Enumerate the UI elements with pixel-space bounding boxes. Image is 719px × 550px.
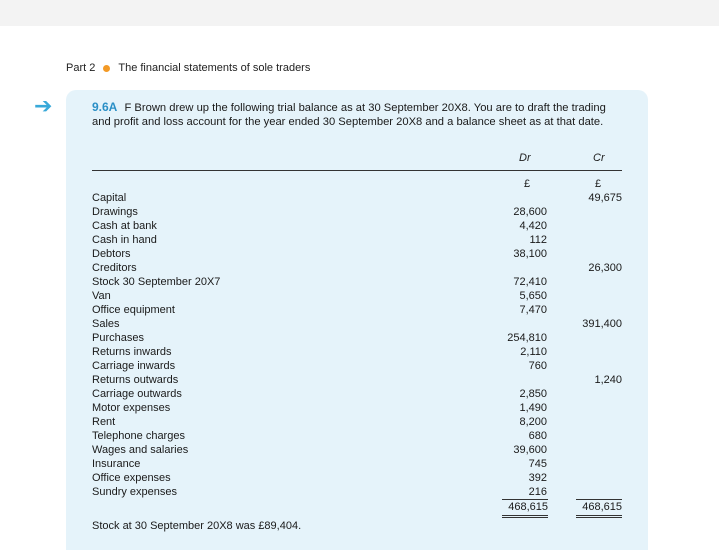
debit-amount: 5,650	[519, 290, 547, 302]
top-band	[0, 0, 719, 26]
credit-amount: 1,240	[594, 374, 622, 386]
account-name: Returns inwards	[92, 346, 172, 358]
account-name: Drawings	[92, 206, 138, 218]
closing-stock-note: Stock at 30 September 20X8 was £89,404.	[92, 520, 302, 532]
account-name: Rent	[92, 416, 116, 428]
right-arrow-icon: ➔	[34, 93, 53, 118]
dr-column-header: Dr	[519, 152, 531, 164]
table-row	[92, 233, 622, 247]
credit-amount: 26,300	[588, 262, 622, 274]
account-name: Returns outwards	[92, 374, 179, 386]
debit-amount: 39,600	[513, 444, 547, 456]
account-name: Sundry expenses	[92, 486, 177, 498]
table-row	[92, 261, 622, 275]
debit-amount: 28,600	[513, 206, 547, 218]
dr-total: 468,615	[502, 499, 548, 518]
debit-amount: 38,100	[513, 248, 547, 260]
debit-amount: 680	[528, 430, 547, 442]
problem-text: F Brown drew up the following trial balance as at 30 September 20X8. You are to draft the trading and profit and loss account for the year ended 30 September 20X8 and a balance sheet as at that date.	[92, 102, 606, 128]
table-row	[92, 331, 622, 345]
table-row	[92, 191, 622, 205]
account-name: Carriage inwards	[92, 360, 176, 372]
bullet-dot-icon	[103, 65, 110, 72]
account-name: Carriage outwards	[92, 388, 182, 400]
account-name: Purchases	[92, 332, 144, 344]
account-name: Capital	[92, 192, 127, 204]
account-name: Wages and salaries	[92, 444, 189, 456]
account-name: Office expenses	[92, 472, 171, 484]
table-row	[92, 205, 622, 219]
account-name: Cash at bank	[92, 220, 157, 232]
debit-amount: 2,110	[520, 346, 547, 358]
table-row	[92, 219, 622, 233]
dr-currency: £	[524, 178, 531, 190]
debit-amount: 7,470	[519, 304, 547, 316]
account-name: Telephone charges	[92, 430, 185, 442]
table-row	[92, 289, 622, 303]
cr-column-header: Cr	[593, 152, 605, 164]
account-name: Sales	[92, 318, 120, 330]
cr-total: 468,615	[576, 499, 622, 518]
trial-balance-table	[92, 191, 622, 499]
debit-amount: 2,850	[519, 388, 547, 400]
table-row	[92, 443, 622, 457]
problem-statement	[92, 100, 622, 129]
problem-number: 9.6A	[92, 100, 118, 114]
debit-amount: 112	[529, 234, 547, 246]
debit-amount: 1,490	[519, 402, 547, 414]
table-row	[92, 401, 622, 415]
table-row	[92, 303, 622, 317]
header-rule	[92, 170, 622, 171]
table-row	[92, 471, 622, 485]
table-row	[92, 457, 622, 471]
running-head	[66, 62, 310, 74]
account-name: Cash in hand	[92, 234, 157, 246]
debit-amount: 392	[528, 472, 547, 484]
part-label: Part 2	[66, 62, 96, 74]
account-name: Stock 30 September 20X7	[92, 276, 221, 288]
cr-currency: £	[595, 178, 602, 190]
debit-amount: 72,410	[513, 276, 547, 288]
debit-amount: 8,200	[519, 416, 547, 428]
debit-amount: 760	[528, 360, 547, 372]
table-row	[92, 387, 622, 401]
table-row	[92, 415, 622, 429]
debit-amount: 745	[528, 458, 547, 470]
chapter-title: The financial statements of sole traders	[118, 62, 311, 74]
table-row	[92, 373, 622, 387]
account-name: Creditors	[92, 262, 137, 274]
account-name: Van	[92, 290, 111, 302]
credit-amount: 49,675	[588, 192, 622, 204]
debit-amount: 254,810	[507, 332, 547, 344]
table-row	[92, 359, 622, 373]
table-row	[92, 317, 622, 331]
account-name: Insurance	[92, 458, 141, 470]
table-row	[92, 429, 622, 443]
account-name: Office equipment	[92, 304, 175, 316]
table-row	[92, 275, 622, 289]
table-row	[92, 345, 622, 359]
table-row	[92, 247, 622, 261]
debit-amount: 4,420	[519, 220, 547, 232]
credit-amount: 391,400	[582, 318, 622, 330]
table-row	[92, 485, 622, 499]
account-name: Debtors	[92, 248, 131, 260]
account-name: Motor expenses	[92, 402, 171, 414]
debit-amount: 216	[528, 486, 547, 498]
